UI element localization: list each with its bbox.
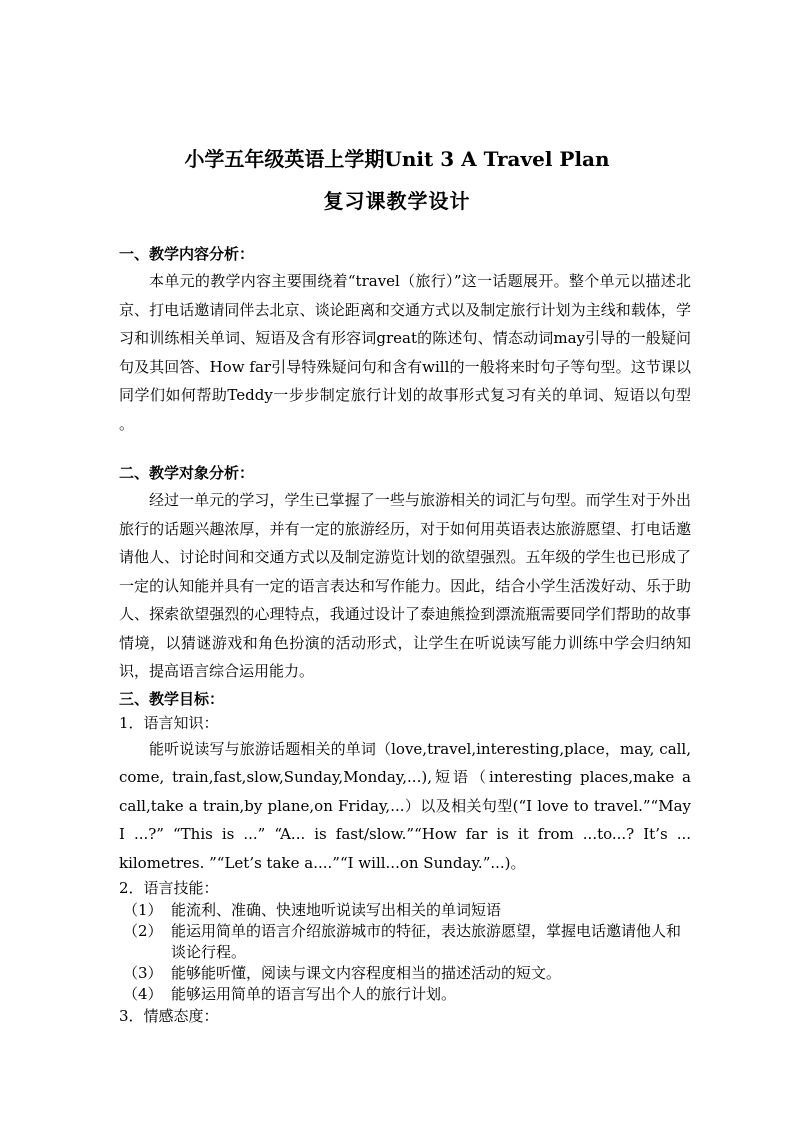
subheading-language-skills: 2．语言技能： bbox=[119, 879, 219, 897]
learner-analysis-paragraph: 经过一单元的学习，学生已掌握了一些与旅游相关的词汇与句型。而学生对于外出旅行的话题兴趣浓厚，并有一定的旅游经历，对于如何用英语表达旅游愿望、打电话邀请他人、讨论时间和交通方式以及制定游览计划的欲望强烈。五年级的学生也已形成了一定的认知能并具有一定的语言表达和写作能力。因此，结合小学生活泼好动、乐于助人、探索欲望强烈的心理特点，我通过设计了泰迪熊捡到漂流瓶需要同学们帮助的故事情境，以猜谜游戏和角色扮演的活动形式，让学生在听说读写能力训练中学会归纳知识，提高语言综合运用能力。 bbox=[119, 491, 691, 680]
list-item-text: 能够能听懂，阅读与课文内容程度相当的描述活动的短文。 bbox=[171, 964, 562, 982]
list-item bbox=[119, 900, 691, 921]
section-spacer bbox=[119, 438, 691, 460]
list-item-text: 能流利、准确、快速地听说读写出相关的单词短语 bbox=[171, 901, 502, 919]
section-heading-teaching-goals: 三、教学目标： bbox=[119, 689, 225, 708]
document-body bbox=[119, 241, 691, 1028]
list-item-number: （1） bbox=[123, 901, 163, 919]
content-analysis-paragraph: 本单元的教学内容主要围绕着“travel（旅行）”这一话题展开。整个单元以描述北京、打电话邀请同伴去北京、谈论距离和交通方式以及制定旅行计划为主线和载体，学习和训练相关单词、短语及含有形容词great的陈述句、情态动词may引导的一般疑问句及其回答、How far引导特殊疑问句和含有will的一般将来时句子等句型。这节课以同学们如何帮助Teddy一步步制定旅行计划的故事形式复习有关的单词、短语以句型 。 bbox=[119, 272, 691, 433]
subheading-language-knowledge: 1．语言知识： bbox=[119, 713, 219, 732]
section-heading-learner-analysis: 二、教学对象分析： bbox=[119, 464, 255, 482]
list-item bbox=[119, 963, 691, 984]
list-item-text: 能够运用简单的语言写出个人的旅行计划。 bbox=[171, 985, 457, 1003]
document-title: 小学五年级英语上学期Unit 3 A Travel Plan bbox=[184, 147, 610, 171]
section-heading-content-analysis: 一、教学内容分析： bbox=[119, 245, 255, 263]
list-item bbox=[119, 921, 691, 963]
list-item-number: （3） bbox=[123, 964, 163, 982]
list-item-number: （2） bbox=[123, 922, 163, 940]
document-subtitle: 复习课教学设计 bbox=[323, 189, 471, 213]
language-knowledge-paragraph: 能听说读写与旅游话题相关的单词（love,travel,interesting,place，may, call, come, train,fast,slow,Sunday,Monday,...),短语（interesting places,make a call,take a train,by plane,on Friday,...）以及相关句型(“I love to travel.”“May I ...?” “This is ...” “A... is fast/slow.”“How far is it from ...to...? It’s ... kilometres. ”“Let’s take a....”“I will...on Sunday.”...)。 bbox=[119, 739, 691, 872]
subheading-emotional-attitude: 3．情感态度： bbox=[119, 1007, 219, 1025]
list-item bbox=[119, 984, 691, 1005]
list-item-text: 能运用简单的语言介绍旅游城市的特征，表达旅游愿望，掌握电话邀请他人和谈论行程。 bbox=[171, 922, 682, 961]
list-item-number: （4） bbox=[123, 985, 163, 1003]
